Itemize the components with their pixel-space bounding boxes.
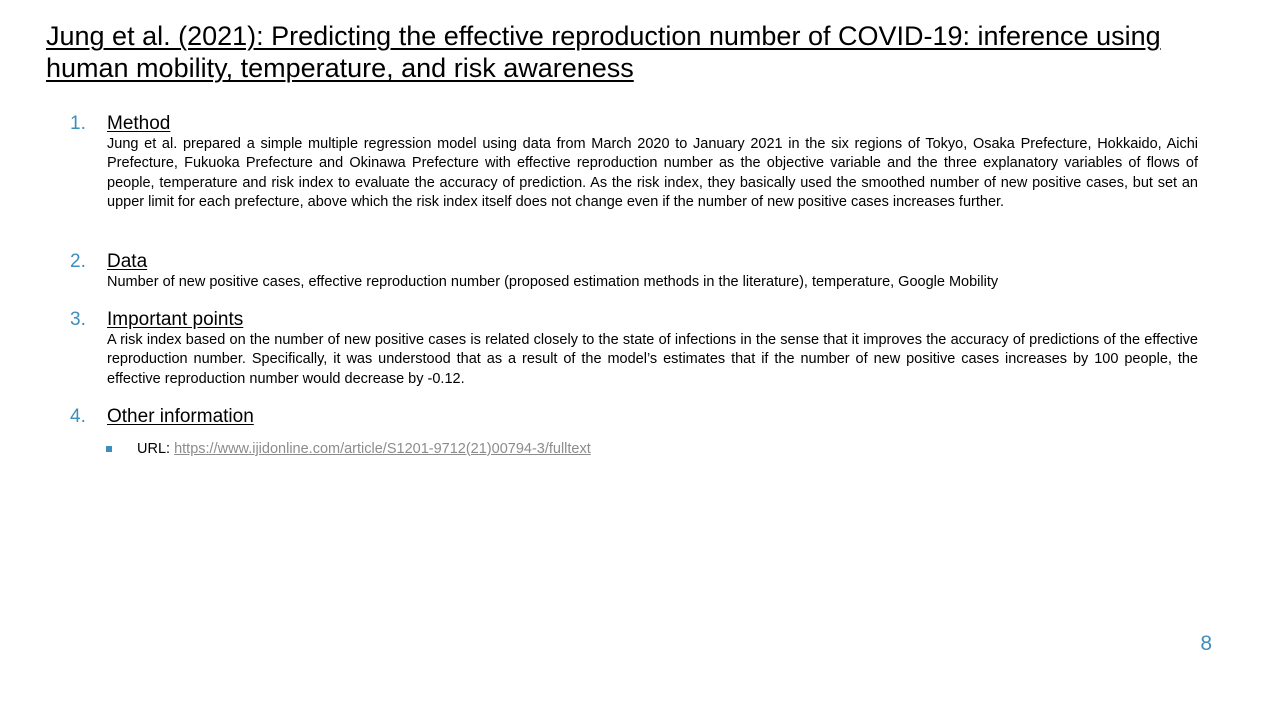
section-important-points [70,309,1200,389]
url-line [137,440,591,459]
section-data [70,251,1200,295]
bullet-square-icon [106,446,112,452]
section-heading-important-points: Important points [107,309,244,330]
section-other-information [70,406,1200,430]
url-label: URL: [137,441,171,457]
section-number: 4. [70,406,86,427]
section-number: 1. [70,113,86,134]
section-number: 2. [70,251,86,272]
slide-title: Jung et al. (2021): Predicting the effective reproduction number of COVID-19: inference using human mobility, temperature, and risk awareness [46,21,1161,83]
page-number: 8 [1200,632,1212,655]
section-heading-method: Method [107,113,171,134]
section-method [70,113,1200,233]
section-heading-other-information: Other information [107,406,254,427]
section-body-important-points: A risk index based on the number of new positive cases is related closely to the state of infections in the sense that it improves the accuracy of predictions of the effective reproduction number. Specifically, it was understood that as a result of the model’s estimates that if the number of new positive cases increases by 100 people, the effective reproduction number would decrease by -0.12. [107,332,1198,387]
section-heading-data: Data [107,251,148,272]
url-link[interactable]: https://www.ijidonline.com/article/S1201-9712(21)00794-3/fulltext [174,441,591,457]
section-body-data: Number of new positive cases, effective reproduction number (proposed estimation methods in the literature), temperature, Google Mobility [107,274,999,290]
section-body-method: Jung et al. prepared a simple multiple regression model using data from March 2020 to January 2021 in the six regions of Tokyo, Osaka Prefecture, Hokkaido, Aichi Prefecture, Fukuoka Prefecture and Okinawa Prefecture with effective reproduction number as the objective variable and the three explanatory variables of flows of people, temperature and risk index to evaluate the accuracy of prediction. As the risk index, they basically used the smoothed number of new positive cases, but set an upper limit for each prefecture, above which the risk index itself does not change even if the number of new positive cases increases further. [107,136,1198,211]
section-number: 3. [70,309,86,330]
